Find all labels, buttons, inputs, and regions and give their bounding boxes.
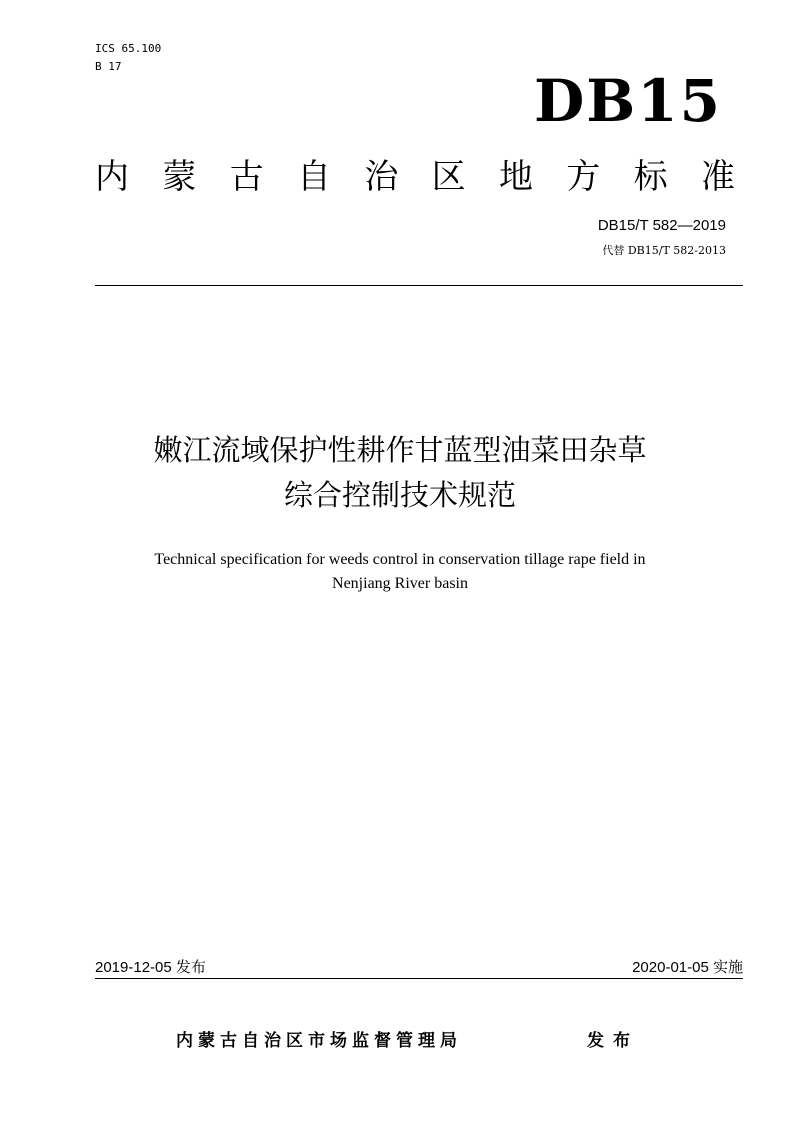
region-title-char: 治 bbox=[364, 157, 399, 197]
ccs-code: B 17 bbox=[95, 60, 122, 73]
publish-date: 2019-12-05 发布 bbox=[95, 959, 206, 976]
standard-number: DB15/T 582—2019 bbox=[597, 217, 726, 234]
region-title-char: 蒙 bbox=[162, 157, 197, 197]
footer-divider bbox=[95, 978, 743, 979]
implement-date: 2020-01-05 实施 bbox=[632, 959, 743, 976]
chinese-title bbox=[0, 428, 800, 518]
region-title-char: 自 bbox=[296, 157, 331, 197]
chinese-title-line-2: 综合控制技术规范 bbox=[283, 478, 516, 512]
issuing-authority: 内蒙古自治区市场监督管理局 bbox=[176, 1031, 462, 1051]
english-title-line-2: Nenjiang River basin bbox=[332, 575, 468, 592]
region-title-char: 区 bbox=[431, 157, 466, 197]
ics-code: ICS 65.100 bbox=[95, 42, 162, 55]
region-title-char: 古 bbox=[229, 157, 264, 197]
english-title bbox=[0, 548, 800, 596]
standard-logo: DB15 bbox=[533, 67, 722, 135]
header-divider bbox=[95, 285, 743, 286]
classification-codes bbox=[95, 40, 161, 76]
region-standard-title bbox=[95, 152, 735, 202]
english-title-line-1: Technical specification for weeds control in conservation tillage rape field in bbox=[154, 551, 646, 568]
region-title-char: 准 bbox=[700, 157, 735, 197]
replaces-standard: 代替 DB15/T 582-2013 bbox=[602, 244, 726, 257]
region-title-char: 内 bbox=[95, 157, 129, 197]
region-title-char: 标 bbox=[633, 157, 668, 197]
issue-label: 发布 bbox=[587, 1031, 639, 1051]
region-title-char: 方 bbox=[566, 157, 601, 197]
region-title-char: 地 bbox=[498, 157, 533, 197]
chinese-title-line-1: 嫩江流域保护性耕作甘蓝型油菜田杂草 bbox=[153, 433, 647, 467]
